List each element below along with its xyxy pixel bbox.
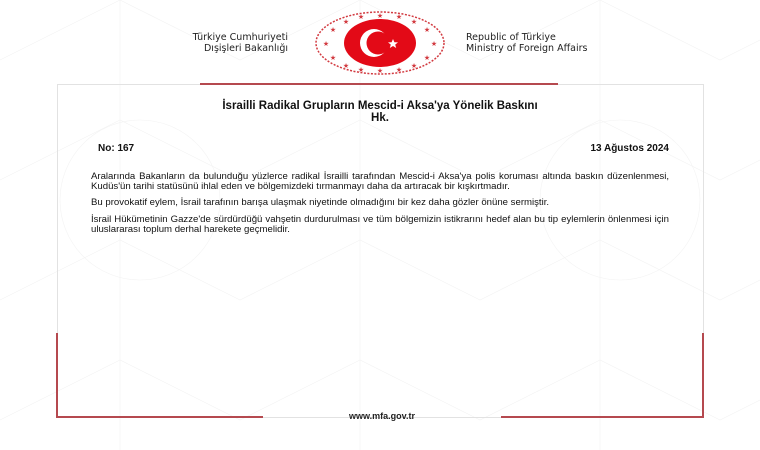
header-right-line1: Republic of Türkiye bbox=[466, 32, 556, 43]
body-paragraph: Aralarında Bakanların da bulunduğu yüzlerce radikal İsrailli tarafından Mescid-i Aksa'ya polis koruması altında baskın düzenlenmesi, Kudüs'ün tarihi statüsünü ihlal eden ve bölgemizdeki tırmanmayı daha da artıracak bir kışkırtmadır. bbox=[91, 171, 669, 193]
frame-border-accent bbox=[501, 416, 704, 418]
ministry-name-turkish bbox=[166, 32, 288, 54]
svg-text:★: ★ bbox=[329, 26, 337, 34]
title-line1: İsrailli Radikal Grupların Mescid-i Aksa'ya Yönelik Baskını bbox=[222, 100, 538, 112]
website-link[interactable]: www.mfa.gov.tr bbox=[348, 411, 415, 421]
svg-text:★: ★ bbox=[329, 54, 337, 62]
svg-text:★: ★ bbox=[410, 62, 418, 70]
svg-text:★: ★ bbox=[423, 26, 431, 34]
frame-border-accent bbox=[200, 83, 558, 85]
svg-text:★: ★ bbox=[430, 40, 438, 48]
svg-text:★: ★ bbox=[342, 62, 350, 70]
svg-text:★: ★ bbox=[357, 13, 365, 21]
svg-text:★: ★ bbox=[395, 13, 403, 21]
frame-border bbox=[558, 84, 704, 85]
title-line2: Hk. bbox=[371, 112, 389, 124]
ministry-name-english bbox=[466, 32, 636, 54]
frame-border bbox=[57, 84, 58, 334]
header-left-line1: Türkiye Cumhuriyeti bbox=[192, 32, 288, 43]
ministry-emblem-icon bbox=[313, 10, 447, 76]
svg-text:★: ★ bbox=[423, 54, 431, 62]
document-body bbox=[91, 172, 669, 241]
header-right-line2: Ministry of Foreign Affairs bbox=[466, 43, 588, 54]
svg-text:★: ★ bbox=[410, 18, 418, 26]
body-paragraph: Bu provokatif eylem, İsrail tarafının barışa ulaşmak niyetinde olmadığını bir kez daha gözler önüne sermiştir. bbox=[91, 197, 550, 209]
frame-border bbox=[57, 84, 200, 85]
svg-text:★: ★ bbox=[376, 67, 384, 75]
frame-border bbox=[703, 84, 704, 334]
svg-text:★: ★ bbox=[342, 18, 350, 26]
svg-text:★: ★ bbox=[376, 12, 384, 20]
header-left-line2: Dışişleri Bakanlığı bbox=[203, 43, 288, 54]
svg-text:★: ★ bbox=[395, 66, 403, 74]
frame-border-accent bbox=[56, 416, 263, 418]
frame-border-accent bbox=[702, 333, 704, 418]
document-title bbox=[100, 100, 660, 124]
press-release-number: No: 167 bbox=[98, 143, 135, 154]
svg-text:★: ★ bbox=[322, 40, 330, 48]
svg-text:★: ★ bbox=[357, 66, 365, 74]
frame-border-accent bbox=[56, 333, 58, 418]
body-paragraph: İsrail Hükümetinin Gazze'de sürdürdüğü vahşetin durdurulması ve tüm bölgemizin istikrarını hedef alan bu tip eylemlerin önlenmesi için uluslararası toplum derhal harekete geçmelidir. bbox=[91, 213, 669, 235]
press-release-date: 13 Ağustos 2024 bbox=[590, 143, 669, 154]
